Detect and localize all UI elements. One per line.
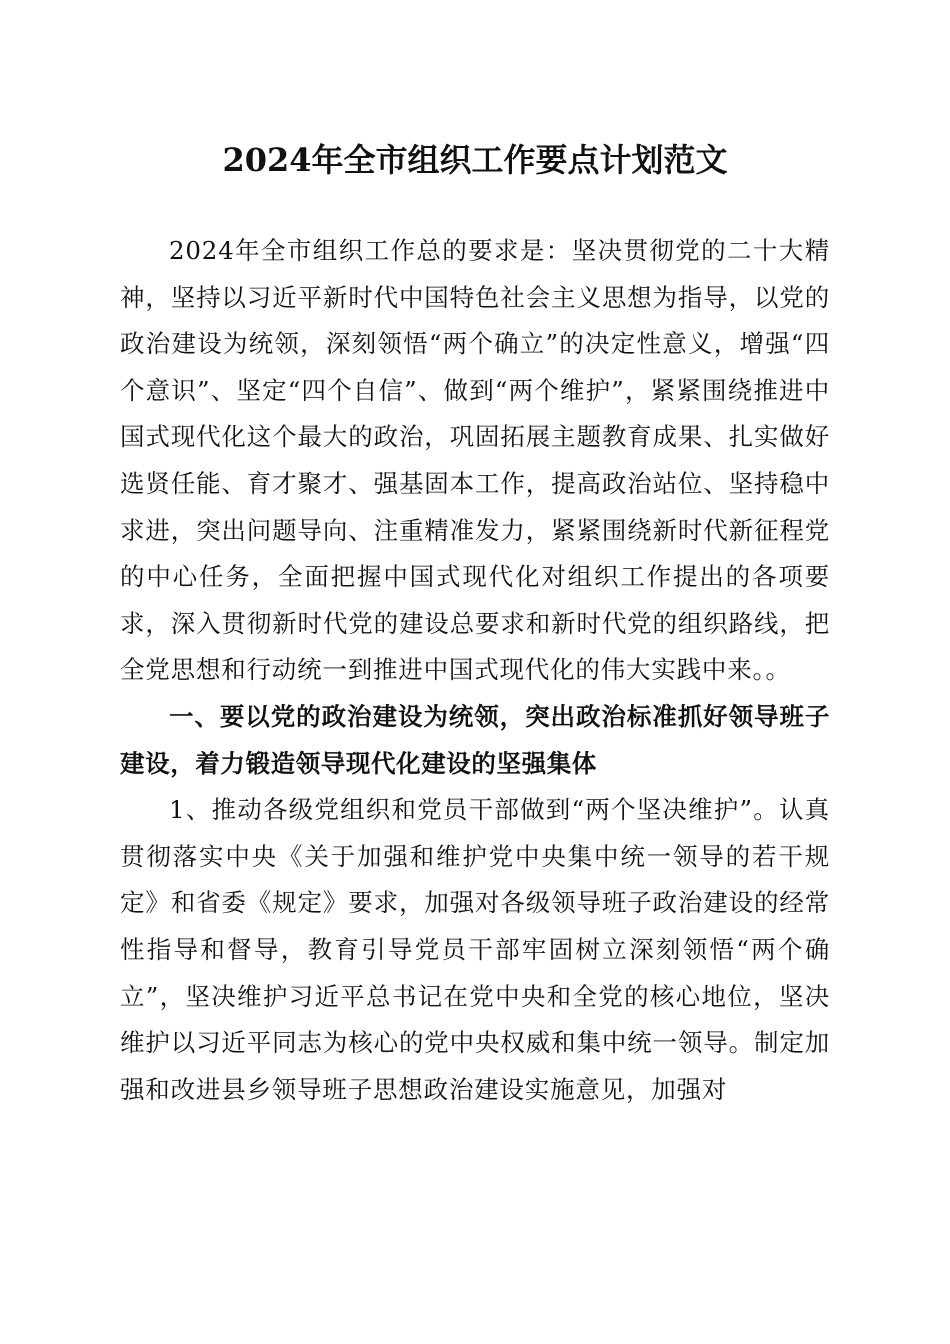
document-title: 2024年全市组织工作要点计划范文	[222, 141, 728, 179]
section-1-item-1: 1、推动各级党组织和党员干部做到“两个坚决维护”。认真贯彻落实中央《关于加强和维护党中央集中统一领导的若干规定》和省委《规定》要求，加强对各级领导班子政治建设的经常性指导和督导，教育引导党员干部牢固树立深刻领悟“两个确立”，坚决维护习近平总书记在党中央和全党的核心地位，坚决维护以习近平同志为核心的党中央权威和集中统一领导。制定加强和改进县乡领导班子思想政治建设实施意见，加强对	[120, 795, 830, 1104]
section-1-heading: 一、要以党的政治建设为统领，突出政治标准抓好领导班子建设，着力锻造领导现代化建设的坚强集体	[120, 701, 830, 778]
title-spacer	[120, 190, 830, 228]
intro-paragraph: 2024年全市组织工作总的要求是：坚决贯彻党的二十大精神，坚持以习近平新时代中国特色社会主义思想为指导，以党的政治建设为统领，深刻领悟“两个确立”的决定性意义，增强“四个意识”、坚定“四个自信”、做到“两个维护”，紧紧围绕推进中国式现代化这个最大的政治，巩固拓展主题教育成果、扎实做好选贤任能、育才聚才、强基固本工作，提高政治站位、坚持稳中求进，突出问题导向、注重精准发力，紧紧围绕新时代新征程党的中心任务，全面把握中国式现代化对组织工作提出的各项要求，深入贯彻新时代党的建设总要求和新时代党的组织路线，把全党思想和行动统一到推进中国式现代化的伟大实践中来。。	[120, 236, 830, 685]
document-page	[120, 130, 830, 1113]
